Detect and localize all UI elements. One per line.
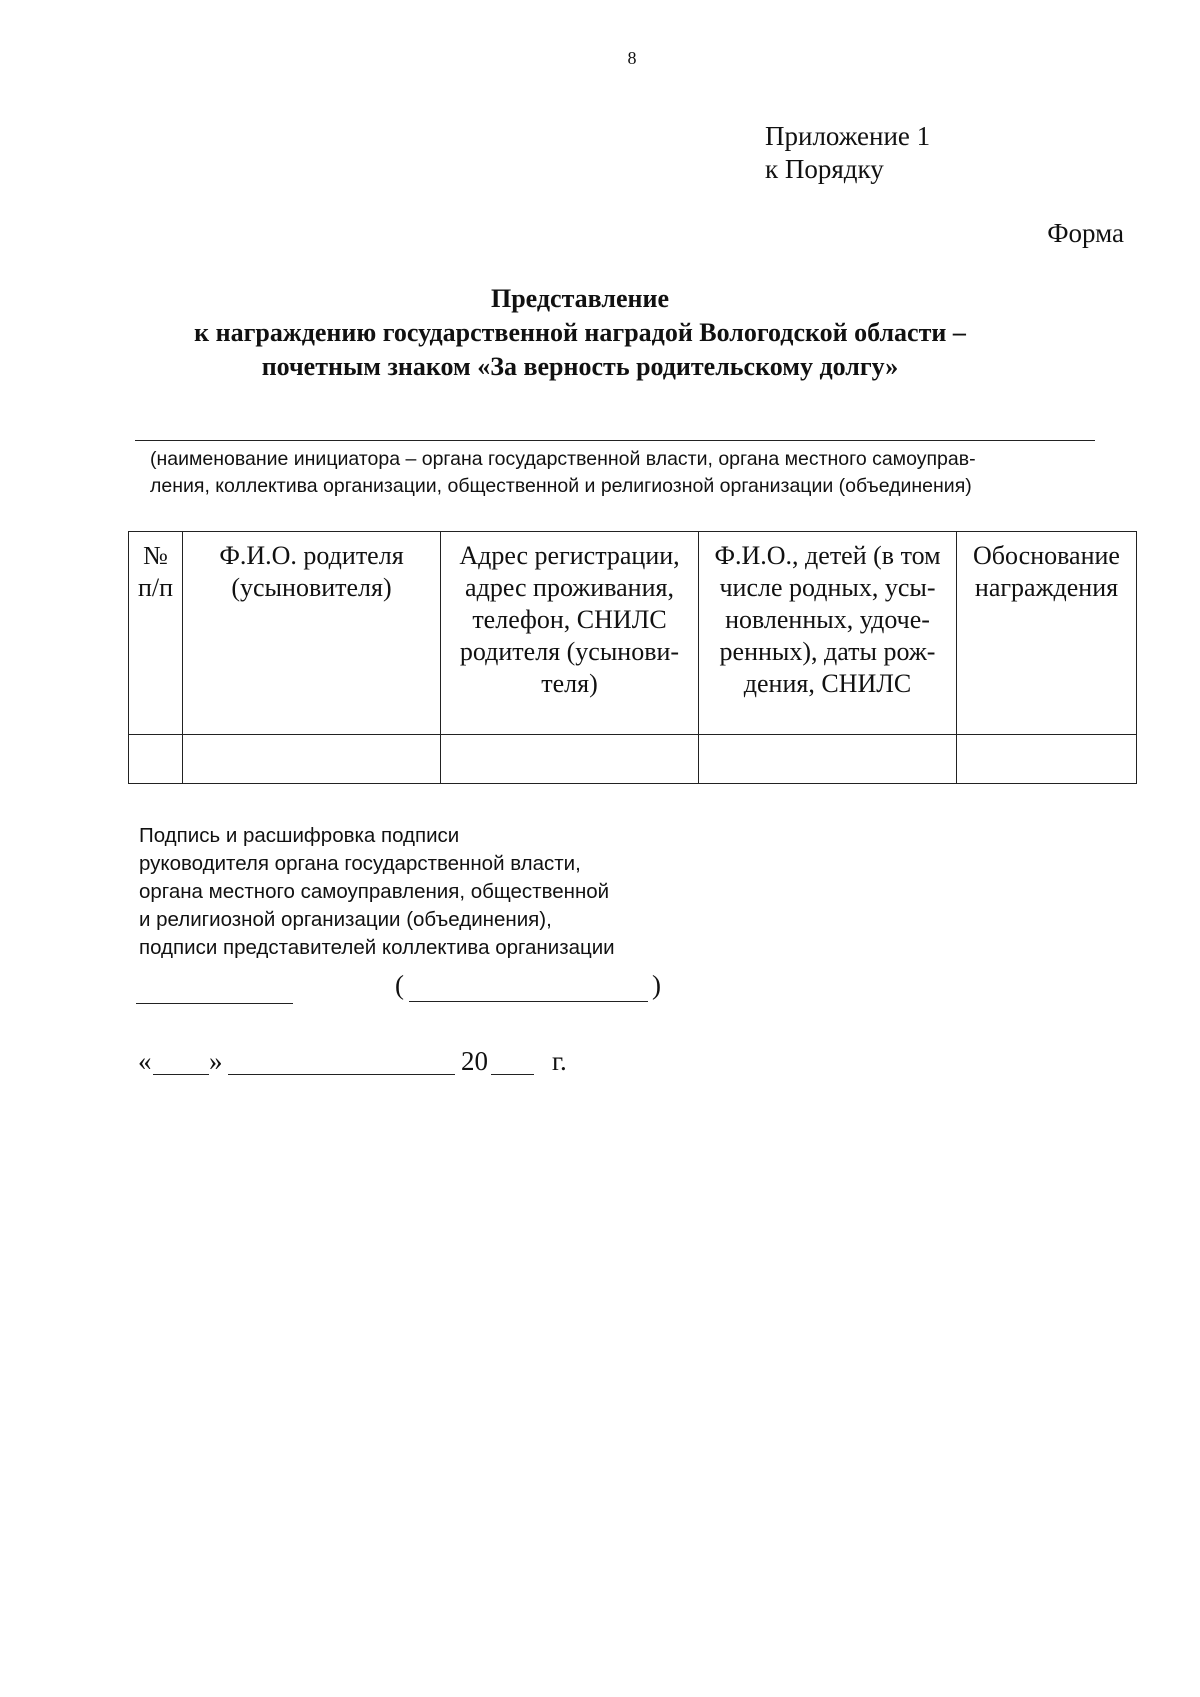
title-line: к награждению государственной наградой Вологодской области – <box>194 318 966 347</box>
header-line: родителя (усынови- <box>459 637 680 666</box>
caption-line: (наименование инициатора – органа государственной власти, органа местного самоуправ- <box>150 448 976 470</box>
header-line: Обоснование <box>973 541 1120 570</box>
page-number: 8 <box>627 48 637 68</box>
date-day-blank[interactable] <box>153 1074 209 1075</box>
date-year-blank[interactable] <box>491 1074 534 1075</box>
date-month-blank[interactable] <box>228 1074 455 1075</box>
signature-caption-line: руководителя органа государственной власти, <box>139 852 581 875</box>
caption-line: ления, коллектива организации, общественной и религиозной организации (объединения) <box>150 475 972 497</box>
table-row <box>129 735 1137 784</box>
table-header-row <box>129 532 1137 735</box>
header-line: награждения <box>974 573 1119 602</box>
header-line: адрес проживания, <box>465 573 674 602</box>
header-line: телефон, СНИЛС <box>472 605 667 634</box>
date-year-prefix: 20 <box>461 1046 488 1076</box>
appendix-reference <box>765 120 930 186</box>
signature-caption-line: Подпись и расшифровка подписи <box>139 824 460 847</box>
header-line: теля) <box>541 669 598 698</box>
header-line: Ф.И.О., детей (в том <box>714 541 941 570</box>
signature-decoding-blank[interactable] <box>409 1001 648 1002</box>
header-line: новленных, удоче- <box>725 605 930 634</box>
date-quote-close: » <box>209 1046 223 1076</box>
header-line: п/п <box>137 573 174 602</box>
header-line: (усыновителя) <box>231 573 392 602</box>
appendix-line: к Порядку <box>765 154 884 184</box>
paren-close: ) <box>652 970 661 1000</box>
column-header-children <box>699 532 957 735</box>
signature-caption <box>139 822 615 962</box>
header-line: № <box>143 541 168 570</box>
column-header-justification <box>957 532 1137 735</box>
table-cell-number[interactable] <box>129 735 183 784</box>
date-year-suffix: г. <box>552 1046 567 1076</box>
header-line: Ф.И.О. родителя <box>219 541 404 570</box>
paren-open: ( <box>395 970 404 1000</box>
column-header-parent-name <box>183 532 441 735</box>
table-cell-address[interactable] <box>441 735 699 784</box>
table-cell-justification[interactable] <box>957 735 1137 784</box>
signature-caption-line: и религиозной организации (объединения), <box>139 908 552 931</box>
title-line: Представление <box>491 284 669 313</box>
header-line: Адрес регистрации, <box>459 541 680 570</box>
column-header-address <box>441 532 699 735</box>
column-header-number <box>129 532 183 735</box>
initiator-caption <box>150 446 1085 500</box>
appendix-line: Приложение 1 <box>765 121 931 151</box>
signature-caption-line: органа местного самоуправления, общественной <box>139 880 610 903</box>
header-line: ренных), даты рож- <box>719 637 936 666</box>
initiator-name-line[interactable] <box>135 440 1095 441</box>
header-line: дения, СНИЛС <box>743 669 912 698</box>
form-label: Форма <box>1047 218 1124 248</box>
document-title <box>120 282 1040 384</box>
nominees-table <box>128 531 1137 784</box>
signature-caption-line: подписи представителей коллектива организации <box>139 936 615 959</box>
table-cell-parent-name[interactable] <box>183 735 441 784</box>
signature-blank[interactable] <box>136 1003 293 1004</box>
header-line: числе родных, усы- <box>719 573 936 602</box>
table-cell-children[interactable] <box>699 735 957 784</box>
title-line: почетным знаком «За верность родительскому долгу» <box>261 352 899 381</box>
date-quote-open: « <box>138 1046 152 1076</box>
